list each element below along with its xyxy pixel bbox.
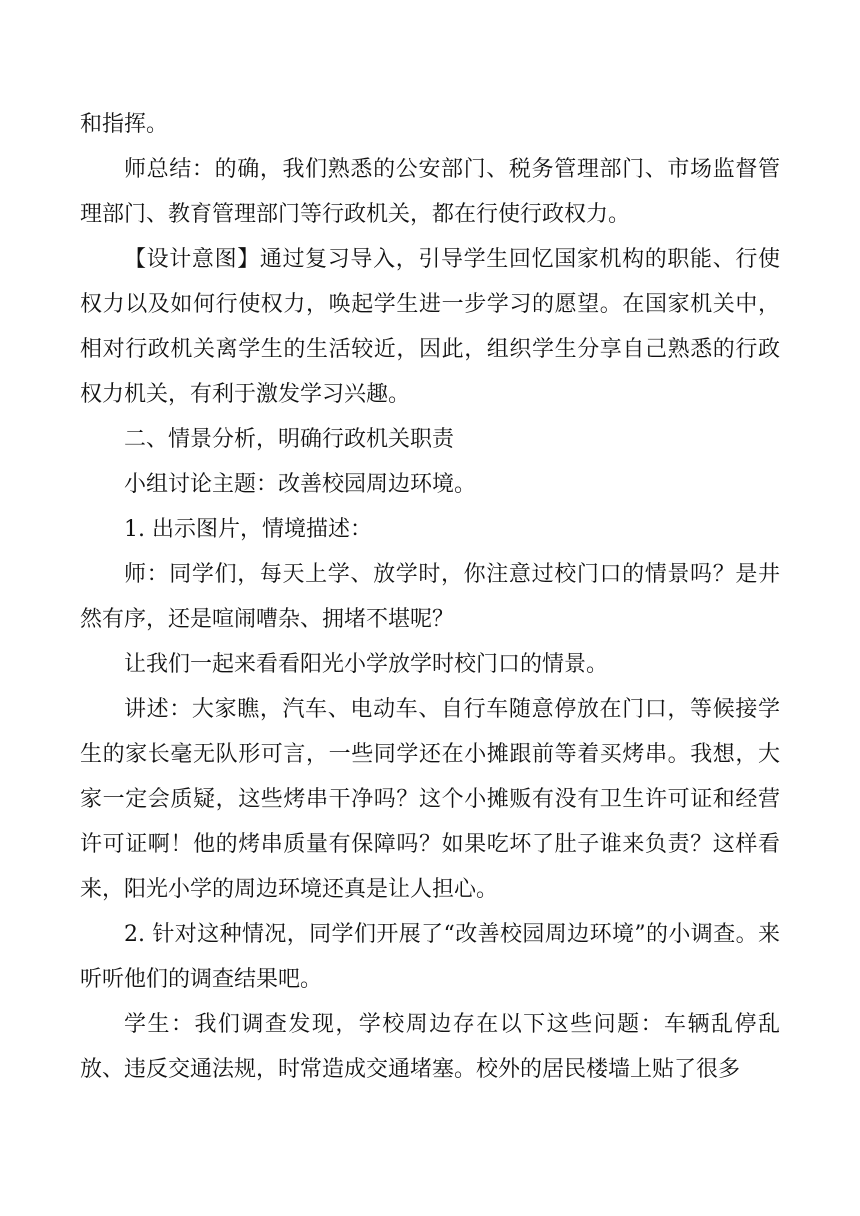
- paragraph-11: 学生：我们调查发现，学校周边存在以下这些问题：车辆乱停乱放、违反交通法规，时常造成交通堵塞。校外的居民楼墙上贴了很多: [80, 1012, 780, 1082]
- paragraph-9: 讲述：大家瞧，汽车、电动车、自行车随意停放在门口，等候接学生的家长毫无队形可言，一些同学还在小摊跟前等着买烤串。我想，大家一定会质疑，这些烤串干净吗？这个小摊贩有没有卫生许可证和经营许可证啊！他的烤串质量有保障吗？如果吃坏了肚子谁来负责？这样看来，阳光小学的周边环境还真是让人担心。: [80, 697, 780, 902]
- paragraph-7: 师：同学们，每天上学、放学时，你注意过校门口的情景吗？是井然有序，还是喧闹嘈杂、拥堵不堪呢？: [80, 562, 780, 632]
- paragraph-5: 小组讨论主题：改善校园周边环境。: [124, 472, 477, 497]
- paragraph-10: 2. 针对这种情况，同学们开展了“改善校园周边环境”的小调查。来听听他们的调查结果吧。: [80, 922, 780, 992]
- paragraph-8: 让我们一起来看看阳光小学放学时校门口的情景。: [124, 652, 609, 677]
- paragraph-1: 和指挥。: [80, 112, 169, 137]
- section-heading: 二、情景分析，明确行政机关职责: [124, 427, 455, 452]
- document-page: [80, 102, 780, 1092]
- paragraph-3: 【设计意图】通过复习导入，引导学生回忆国家机构的职能、行使权力以及如何行使权力，唤起学生进一步学习的愿望。在国家机关中，相对行政机关离学生的生活较近，因此，组织学生分享自己熟悉的行政权力机关，有利于激发学习兴趣。: [80, 247, 780, 407]
- paragraph-6: 1. 出示图片，情境描述：: [124, 517, 372, 542]
- paragraph-2: 师总结：的确，我们熟悉的公安部门、税务管理部门、市场监督管理部门、教育管理部门等行政机关，都在行使行政权力。: [80, 157, 780, 227]
